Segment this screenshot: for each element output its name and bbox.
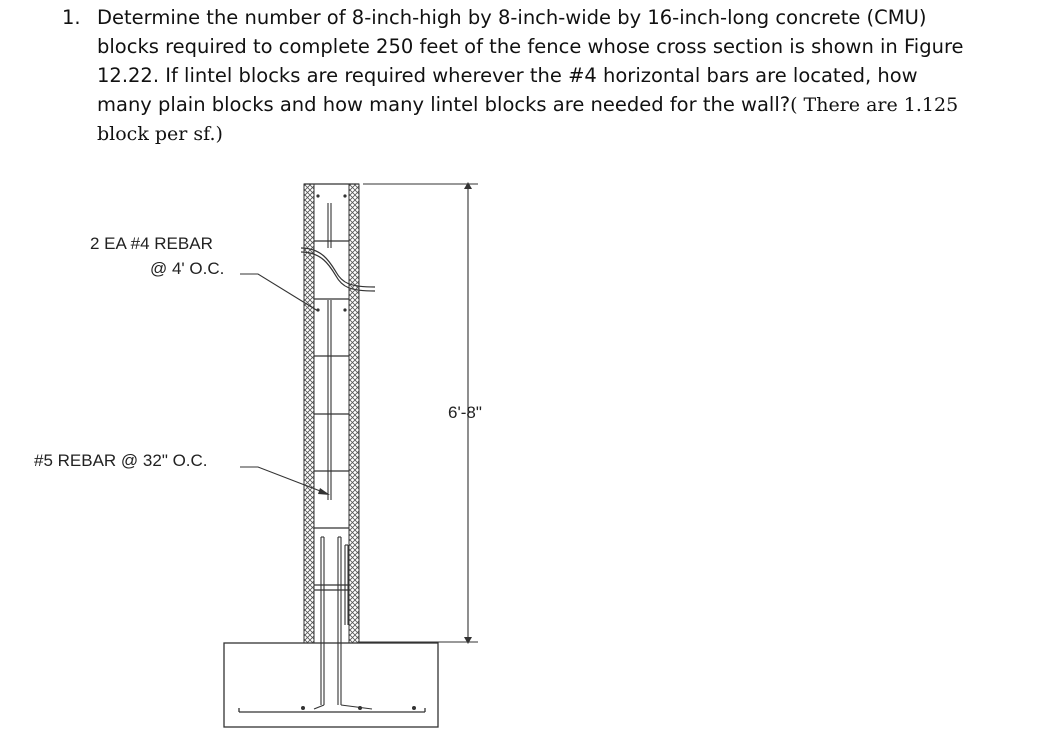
wall-face-right bbox=[349, 184, 359, 643]
footing bbox=[224, 643, 438, 727]
label-rebar-4-line-1: 2 EA #4 REBAR bbox=[90, 234, 213, 253]
question-number: 1. bbox=[62, 6, 81, 29]
rebar-dowels bbox=[314, 537, 372, 709]
question-line-4-sans: many plain blocks and how many lintel blocks are needed for the wall? bbox=[97, 93, 791, 116]
label-rebar-5: #5 REBAR @ 32" O.C. bbox=[34, 451, 208, 470]
question-line-3: 12.22. If lintel blocks are required wherever the #4 horizontal bars are located, how bbox=[97, 64, 918, 87]
question-line-2: blocks required to complete 250 feet of the fence whose cross section is shown in Figure bbox=[97, 35, 964, 58]
question-line-1: Determine the number of 8-inch-high by 8-inch-wide by 16-inch-long concrete (CMU) bbox=[97, 6, 927, 29]
leader-lines bbox=[240, 274, 328, 494]
footing-bottom-bars bbox=[239, 706, 425, 712]
rebar-5-vertical-upper bbox=[328, 203, 331, 500]
question-line-5: block per sf.) bbox=[97, 123, 223, 145]
dimension-label: 6'-8" bbox=[448, 403, 482, 422]
question-line-4-serif: ( There are 1.125 bbox=[790, 94, 959, 116]
label-rebar-4-line-2: @ 4' O.C. bbox=[150, 259, 225, 278]
